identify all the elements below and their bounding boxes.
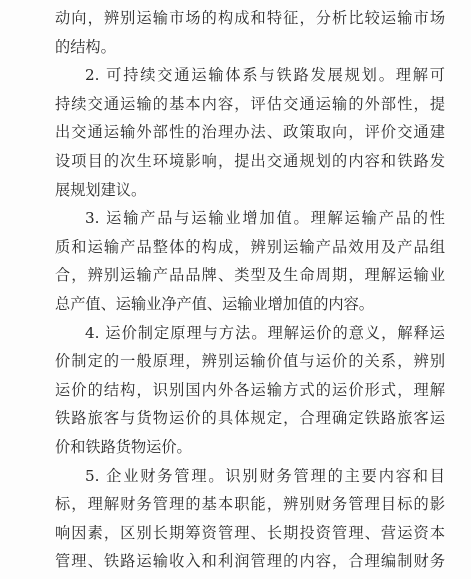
text-line: 出交通运输外部性的治理办法、政策取向，评价交通建 — [55, 123, 445, 142]
text-line: 设项目的次生环境影响，提出交通规划的内容和铁路发 — [55, 151, 445, 170]
text-line: 运价的结构，识别国内外各运输方式的运价形式，理解 — [55, 380, 445, 399]
text-line: 持续交通运输的基本内容，评估交通运输的外部性，提 — [55, 94, 445, 113]
text-line: 铁路旅客与货物运价的具体规定，合理确定铁路旅客运 — [55, 409, 445, 428]
text-line: 总产值、运输业净产值、运输业增加值的内容。 — [55, 294, 374, 313]
section-2-heading-line: 2. 可持续交通运输体系与铁路发展规划。理解可 — [85, 66, 445, 85]
text-line: 动向，辨别运输市场的构成和特征，分析比较运输市场 — [55, 9, 445, 27]
document-body — [55, 4, 445, 576]
text-line: 合，辨别运输产品品牌、类型及生命周期，理解运输业 — [55, 266, 445, 285]
text-line: 管理、铁路运输收入和利润管理的内容，合理编制财务 — [55, 552, 445, 571]
text-line: 价和铁路货物运价。 — [55, 437, 192, 456]
text-line: 质和运输产品整体的构成，辨别运输产品效用及产品组 — [55, 237, 445, 256]
section-4-heading-line: 4. 运价制定原理与方法。理解运价的意义，解释运 — [85, 323, 445, 342]
text-line: 展规划建议。 — [55, 180, 147, 199]
text-line: 价制定的一般原理，辨别运输价值与运价的关系，辨别 — [55, 352, 445, 371]
text-line: 响因素，区别长期筹资管理、长期投资管理、营运资本 — [55, 523, 445, 542]
text-line: 标，理解财务管理的基本职能，辨别财务管理目标的影 — [55, 495, 445, 514]
text-line: 的结构。 — [55, 37, 116, 56]
section-5-heading-line: 5. 企业财务管理。识别财务管理的主要内容和目 — [85, 466, 445, 485]
section-3-heading-line: 3. 运输产品与运输业增加值。理解运输产品的性 — [85, 209, 445, 228]
